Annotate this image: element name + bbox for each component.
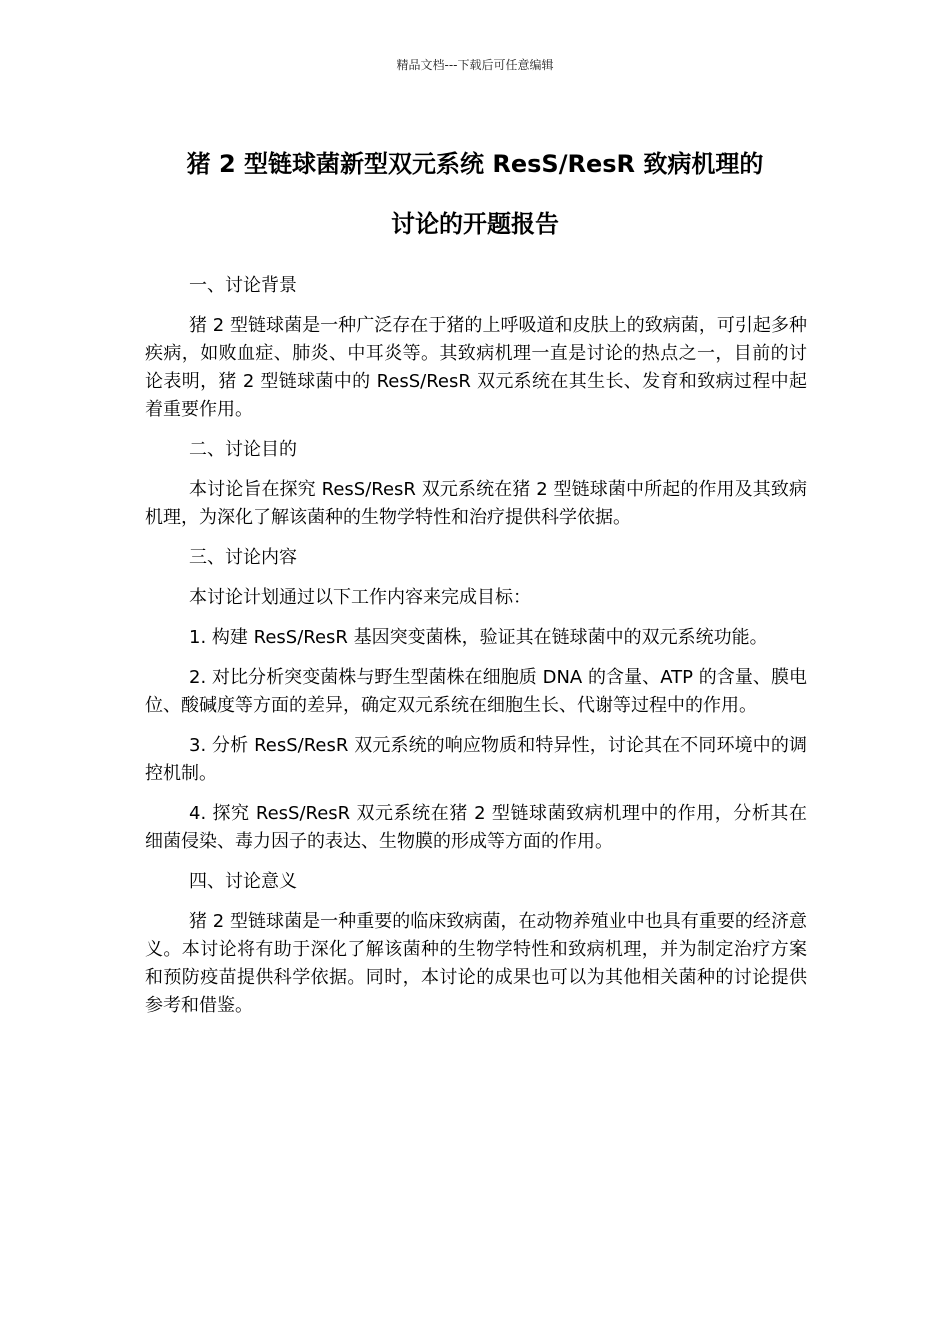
content-item-2: 2. 对比分析突变菌株与野生型菌株在细胞质 DNA 的含量、ATP 的含量、膜电位、酸碱度等方面的差异，确定双元系统在细胞生长、代谢等过程中的作用。 [145, 667, 807, 716]
document-title [140, 134, 810, 254]
title-line-2: 讨论的开题报告 [391, 210, 559, 238]
document-body [145, 272, 807, 1032]
title-line-1: 猪 2 型链球菌新型双元系统 ResS/ResR 致病机理的 [186, 150, 764, 178]
content-intro-paragraph: 本讨论计划通过以下工作内容来完成目标： [189, 587, 531, 608]
purpose-paragraph: 本讨论旨在探究 ResS/ResR 双元系统在猪 2 型链球菌中所起的作用及其致病机理，为深化了解该菌种的生物学特性和治疗提供科学依据。 [145, 479, 807, 528]
header-note: 精品文档---下载后可任意编辑 [396, 58, 554, 72]
section-heading-purpose: 二、讨论目的 [189, 439, 297, 460]
significance-paragraph: 猪 2 型链球菌是一种重要的临床致病菌，在动物养殖业中也具有重要的经济意义。本讨论将有助于深化了解该菌种的生物学特性和致病机理，并为制定治疗方案和预防疫苗提供科学依据。同时，本讨论的成果也可以为其他相关菌种的讨论提供参考和借鉴。 [145, 911, 807, 1016]
background-paragraph: 猪 2 型链球菌是一种广泛存在于猪的上呼吸道和皮肤上的致病菌，可引起多种疾病，如败血症、肺炎、中耳炎等。其致病机理一直是讨论的热点之一，目前的讨论表明，猪 2 型链球菌中的 ResS/ResR 双元系统在其生长、发育和致病过程中起着重要作用。 [145, 315, 807, 420]
section-heading-significance: 四、讨论意义 [189, 871, 297, 892]
section-heading-background: 一、讨论背景 [189, 275, 297, 296]
section-heading-content: 三、讨论内容 [189, 547, 297, 568]
content-item-3: 3. 分析 ResS/ResR 双元系统的响应物质和特异性，讨论其在不同环境中的调控机制。 [145, 735, 807, 784]
content-item-4: 4. 探究 ResS/ResR 双元系统在猪 2 型链球菌致病机理中的作用，分析其在细菌侵染、毒力因子的表达、生物膜的形成等方面的作用。 [145, 803, 807, 852]
content-item-1: 1. 构建 ResS/ResR 基因突变菌株，验证其在链球菌中的双元系统功能。 [189, 627, 768, 648]
